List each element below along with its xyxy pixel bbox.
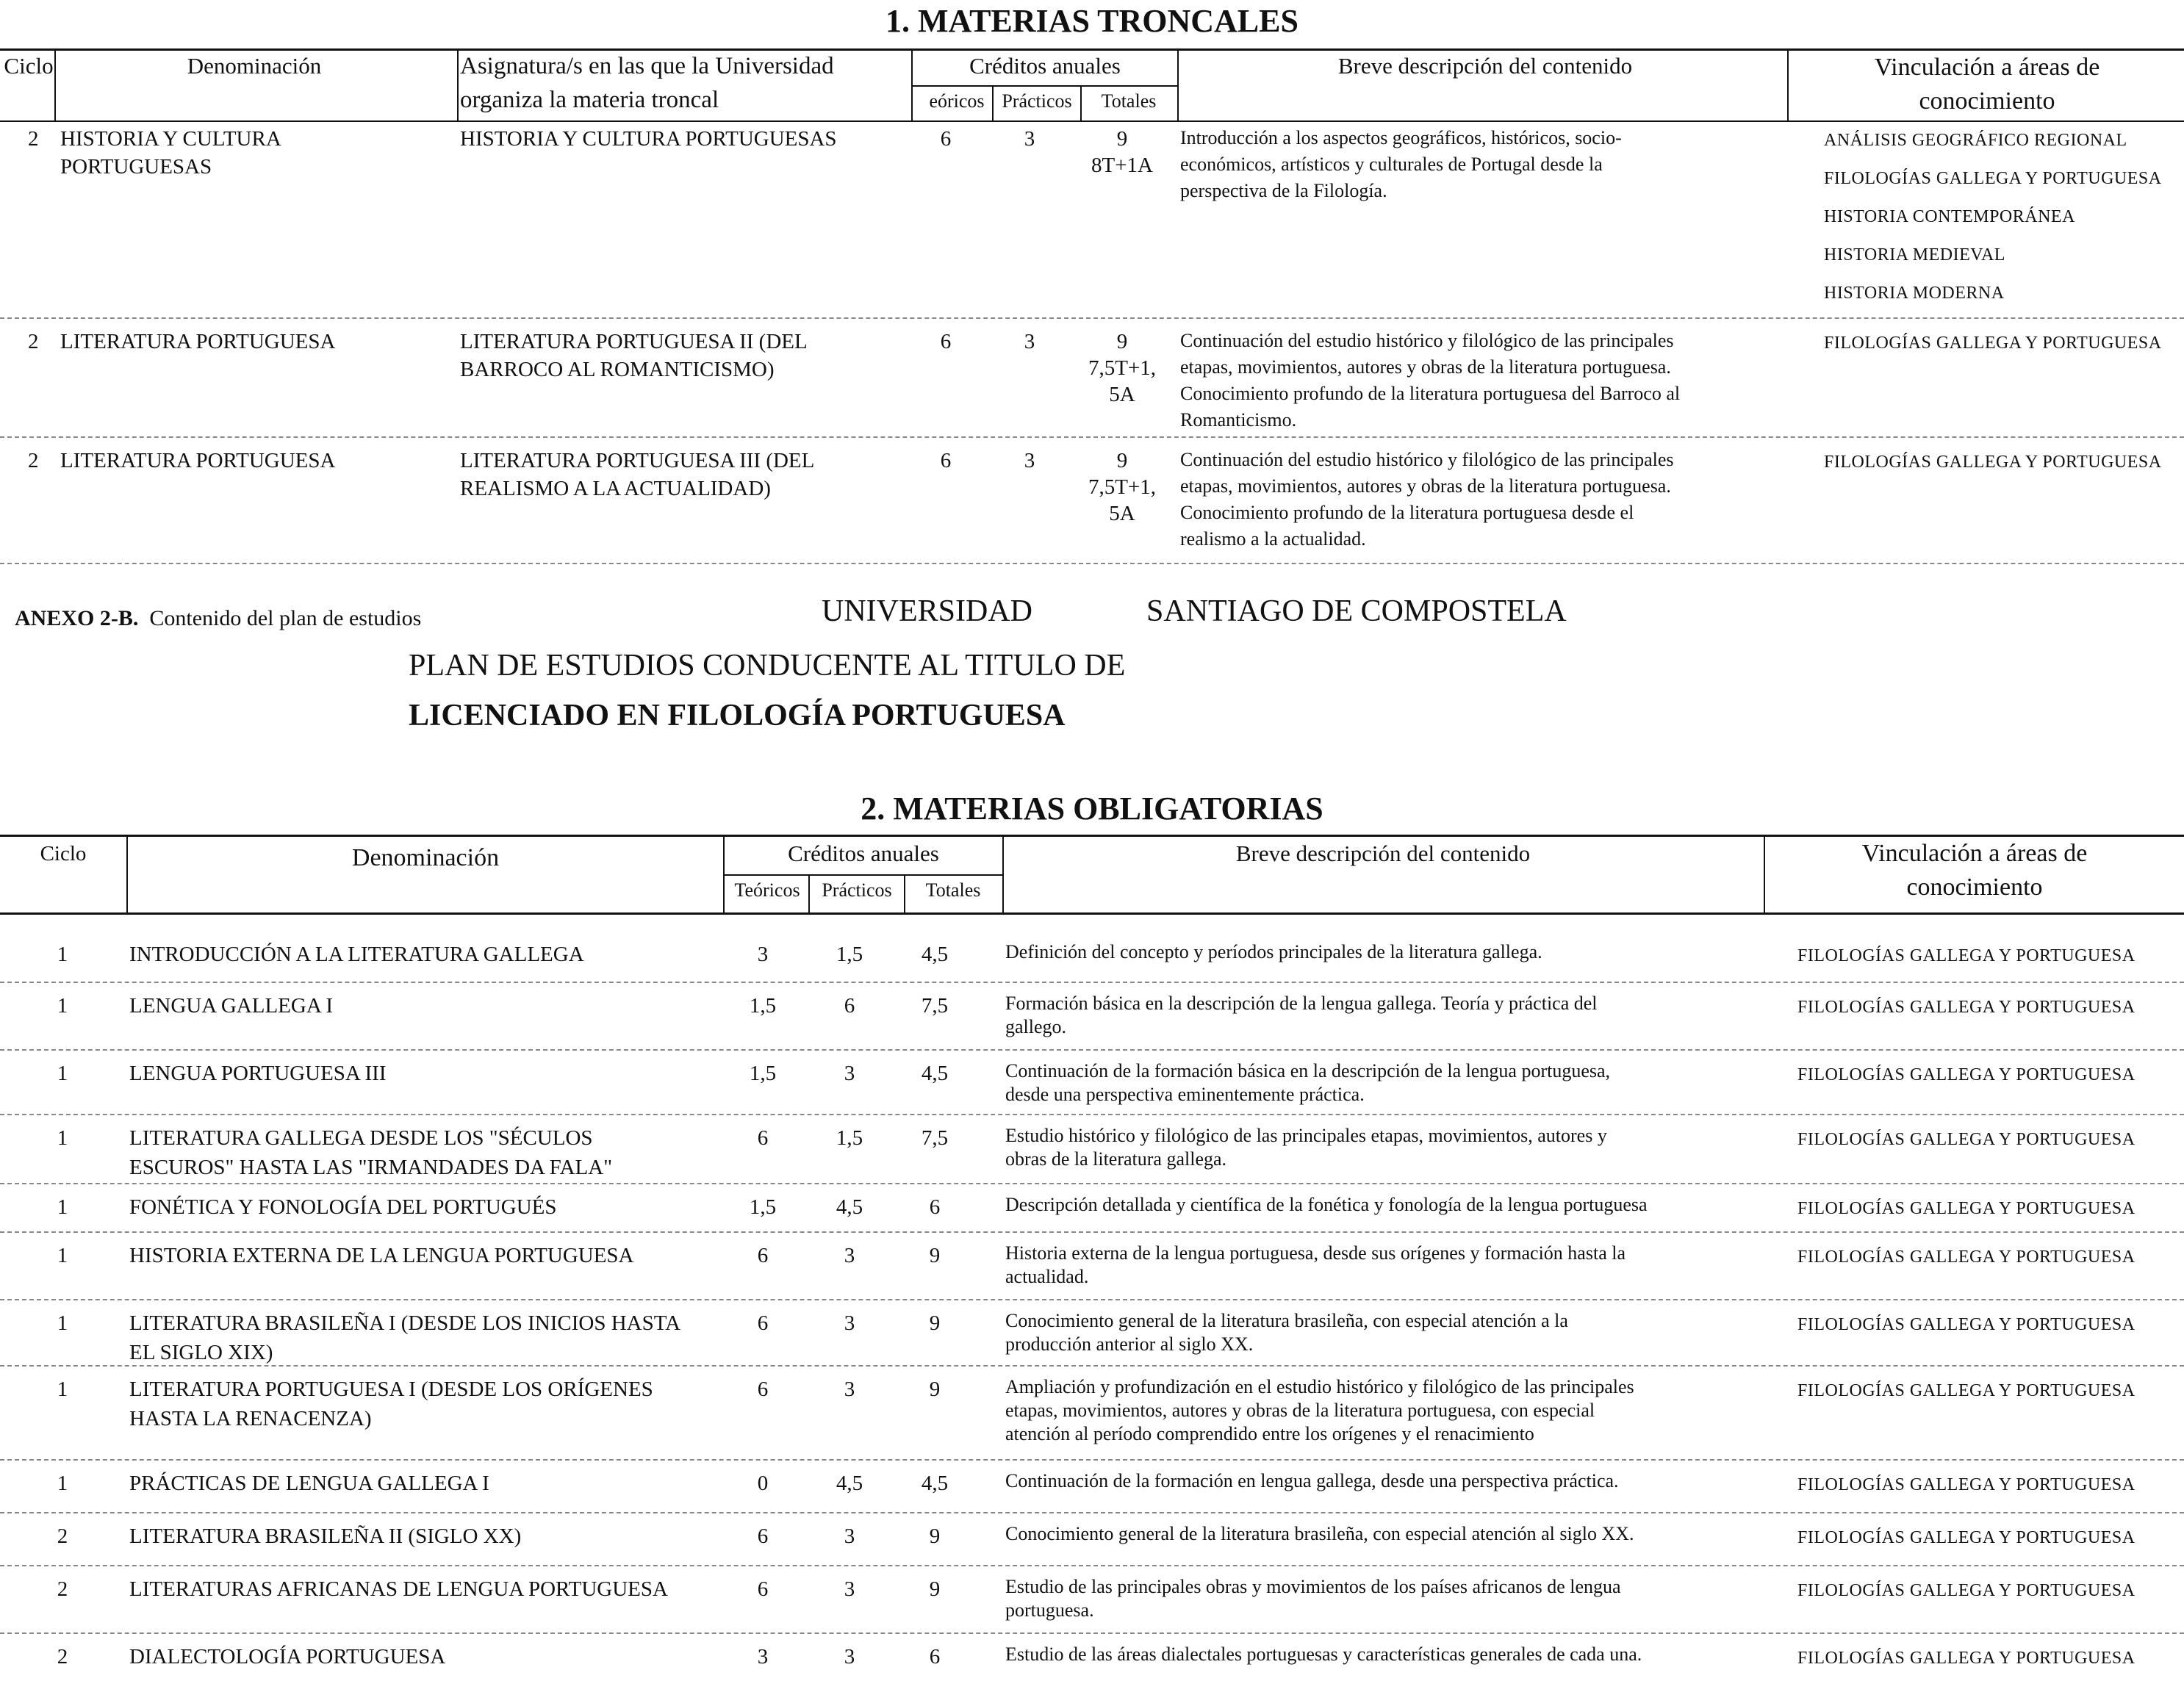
header-totales: Totales [1101, 90, 1157, 112]
row-totales: 5A [1109, 502, 1135, 525]
row-totales: 6 [929, 1195, 941, 1219]
row-teoricos: 6 [940, 127, 952, 151]
header-asignatura-line1: Asignatura/s en las que la Universidad [460, 53, 834, 79]
row-separator [0, 563, 2184, 564]
row-separator [0, 982, 2184, 983]
row-denominacion: INTRODUCCIÓN A LA LITERATURA GALLEGA [129, 943, 584, 966]
row-totales: 7,5T+1, [1088, 356, 1157, 380]
row-descripcion: Ampliación y profundización en el estudio histórico y filológico de las principales [1005, 1376, 1634, 1397]
titulo-text: LICENCIADO EN FILOLOGÍA PORTUGUESA [409, 699, 1066, 732]
header-bottom-rule [0, 120, 2184, 122]
row-totales: 9 [1116, 449, 1128, 472]
row-teoricos: 1,5 [749, 994, 777, 1018]
row-ciclo: 1 [57, 1244, 68, 1267]
header-creditos: Créditos anuales [788, 840, 939, 866]
row-practicos: 6 [844, 994, 855, 1018]
row-denominacion: LITERATURA PORTUGUESA I (DESDE LOS ORÍGENES [129, 1378, 653, 1401]
row-ciclo: 1 [57, 1472, 68, 1495]
row-descripcion: económicos, artísticos y culturales de Portugal desde la [1180, 154, 1603, 175]
row-totales: 9 [1116, 127, 1128, 151]
row-descripcion: Conocimiento profundo de la literatura portuguesa del Barroco al [1180, 383, 1681, 404]
row-descripcion: etapas, movimientos, autores y obras de la literatura portuguesa. [1180, 475, 1671, 497]
header-ciclo: Ciclo [40, 842, 87, 865]
header-teoricos: eóricos [929, 90, 985, 112]
header-vinculacion-line1: Vinculación a áreas de [1861, 840, 2088, 867]
row-practicos: 3 [844, 1524, 855, 1548]
header-divider [992, 87, 994, 120]
row-separator [0, 1183, 2184, 1184]
row-ciclo: 1 [57, 1126, 68, 1150]
row-area: ANÁLISIS GEOGRÁFICO REGIONAL [1824, 131, 2127, 150]
row-ciclo: 1 [57, 994, 68, 1018]
header-credit-split [911, 85, 1179, 87]
header-totales: Totales [925, 879, 981, 901]
row-area: FILOLOGÍAS GALLEGA Y PORTUGUESA [1797, 1581, 2135, 1600]
row-separator [0, 1565, 2184, 1566]
row-ciclo: 2 [28, 127, 39, 151]
row-area: FILOLOGÍAS GALLEGA Y PORTUGUESA [1797, 1065, 2135, 1084]
header-asignatura-line2: organiza la materia troncal [460, 87, 719, 113]
row-teoricos: 1,5 [749, 1062, 777, 1085]
row-descripcion: Romanticismo. [1180, 409, 1297, 431]
row-totales: 4,5 [921, 1472, 949, 1495]
row-teoricos: 3 [757, 1645, 769, 1668]
row-descripcion: Conocimiento profundo de la literatura portuguesa desde el [1180, 502, 1634, 523]
row-denominacion: HASTA LA RENACENZA) [129, 1407, 372, 1430]
row-totales: 7,5 [921, 1126, 949, 1150]
row-separator [0, 1459, 2184, 1461]
row-descripcion: Continuación del estudio histórico y filológico de las principales [1180, 330, 1674, 351]
row-practicos: 4,5 [836, 1195, 863, 1219]
header-divider [808, 876, 810, 912]
row-denominacion: HISTORIA EXTERNA DE LA LENGUA PORTUGUESA [129, 1244, 634, 1267]
row-descripcion: gallego. [1005, 1016, 1067, 1037]
row-denominacion: LITERATURA BRASILEÑA I (DESDE LOS INICIOS HASTA [129, 1311, 681, 1335]
row-denominacion: LENGUA GALLEGA I [129, 994, 334, 1018]
header-divider [904, 876, 905, 912]
row-ciclo: 2 [57, 1645, 68, 1668]
row-separator [0, 1114, 2184, 1115]
header-divider [1764, 836, 1765, 914]
row-teoricos: 0 [757, 1472, 769, 1495]
row-area: FILOLOGÍAS GALLEGA Y PORTUGUESA [1797, 1528, 2135, 1547]
row-totales: 9 [929, 1524, 941, 1548]
row-descripcion: perspectiva de la Filología. [1180, 180, 1387, 201]
row-practicos: 3 [844, 1244, 855, 1267]
row-denominacion: EL SIGLO XIX) [129, 1341, 273, 1364]
row-teoricos: 6 [757, 1311, 769, 1335]
row-denominacion: FONÉTICA Y FONOLOGÍA DEL PORTUGUÉS [129, 1195, 557, 1219]
row-descripcion: obras de la literatura gallega. [1005, 1148, 1227, 1170]
header-vinculacion-line2: conocimiento [1919, 87, 2055, 115]
header-descripcion: Breve descripción del contenido [1337, 53, 1633, 79]
row-descripcion: Historia externa de la lengua portuguesa, desde sus orígenes y formación hasta la [1005, 1242, 1626, 1264]
row-asignatura: LITERATURA PORTUGUESA II (DEL [460, 330, 808, 353]
row-practicos: 3 [1024, 330, 1035, 353]
row-area: HISTORIA MODERNA [1824, 284, 2005, 303]
row-asignatura: REALISMO A LA ACTUALIDAD) [460, 477, 771, 500]
row-descripcion: actualidad. [1005, 1266, 1089, 1287]
row-descripcion: Estudio de las áreas dialectales portuguesas y características generales de cada una. [1005, 1644, 1642, 1665]
row-separator [0, 317, 2184, 319]
anexo-text: Contenido del plan de estudios [149, 606, 422, 630]
row-ciclo: 2 [57, 1577, 68, 1601]
row-denominacion: DIALECTOLOGÍA PORTUGUESA [129, 1645, 446, 1668]
row-totales: 8T+1A [1091, 154, 1153, 177]
row-descripcion: Estudio histórico y filológico de las principales etapas, movimientos, autores y [1005, 1125, 1607, 1146]
row-practicos: 1,5 [836, 943, 863, 966]
obligatorias-top-rule [0, 835, 2184, 837]
row-ciclo: 1 [57, 1378, 68, 1401]
row-area: FILOLOGÍAS GALLEGA Y PORTUGUESA [1797, 1649, 2135, 1668]
row-teoricos: 6 [940, 449, 952, 472]
row-area: FILOLOGÍAS GALLEGA Y PORTUGUESA [1797, 1381, 2135, 1400]
header-practicos: Prácticos [822, 879, 892, 901]
row-area: FILOLOGÍAS GALLEGA Y PORTUGUESA [1797, 946, 2135, 965]
row-area: FILOLOGÍAS GALLEGA Y PORTUGUESA [1824, 453, 2162, 472]
row-asignatura: HISTORIA Y CULTURA PORTUGUESAS [460, 127, 837, 151]
row-teoricos: 3 [757, 943, 769, 966]
row-practicos: 3 [844, 1378, 855, 1401]
row-area: FILOLOGÍAS GALLEGA Y PORTUGUESA [1797, 1315, 2135, 1334]
header-practicos: Prácticos [1002, 90, 1072, 112]
row-denominacion: LITERATURA BRASILEÑA II (SIGLO XX) [129, 1524, 522, 1548]
row-denominacion: PORTUGUESAS [60, 155, 212, 179]
row-area: FILOLOGÍAS GALLEGA Y PORTUGUESA [1797, 1248, 2135, 1267]
row-area: FILOLOGÍAS GALLEGA Y PORTUGUESA [1797, 1199, 2135, 1218]
row-area: FILOLOGÍAS GALLEGA Y PORTUGUESA [1824, 334, 2162, 353]
row-totales: 9 [929, 1244, 941, 1267]
row-denominacion: PRÁCTICAS DE LENGUA GALLEGA I [129, 1472, 489, 1495]
row-ciclo: 1 [57, 1195, 68, 1219]
row-ciclo: 1 [57, 943, 68, 966]
row-descripcion: desde una perspectiva eminentemente práctica. [1005, 1084, 1365, 1105]
row-descripcion: etapas, movimientos, autores y obras de la literatura portuguesa. [1180, 356, 1671, 378]
row-descripcion: portuguesa. [1005, 1599, 1094, 1621]
row-descripcion: Definición del concepto y períodos principales de la literatura gallega. [1005, 941, 1542, 962]
header-teoricos: Teóricos [734, 879, 800, 901]
header-creditos: Créditos anuales [969, 53, 1121, 79]
row-practicos: 3 [844, 1577, 855, 1601]
row-separator [0, 1231, 2184, 1233]
row-area: FILOLOGÍAS GALLEGA Y PORTUGUESA [1797, 998, 2135, 1017]
row-separator [0, 436, 2184, 438]
universidad-label: UNIVERSIDAD [822, 594, 1032, 628]
row-teoricos: 6 [757, 1378, 769, 1401]
row-practicos: 4,5 [836, 1472, 863, 1495]
row-denominacion: LITERATURAS AFRICANAS DE LENGUA PORTUGUESA [129, 1577, 668, 1601]
row-ciclo: 2 [28, 449, 39, 472]
plan-text: PLAN DE ESTUDIOS CONDUCENTE AL TITULO DE [409, 649, 1126, 683]
header-descripcion: Breve descripción del contenido [1235, 840, 1531, 866]
row-ciclo: 1 [57, 1062, 68, 1085]
header-denominacion: Denominación [351, 844, 500, 871]
row-practicos: 3 [844, 1645, 855, 1668]
row-separator [0, 1512, 2184, 1513]
row-descripcion: atención al período comprendido entre los orígenes y el renacimiento [1005, 1423, 1534, 1444]
row-totales: 6 [929, 1645, 941, 1668]
row-separator [0, 1632, 2184, 1634]
row-area: HISTORIA CONTEMPORÁNEA [1824, 207, 2075, 226]
row-separator [0, 1049, 2184, 1051]
header-divider [1787, 50, 1789, 122]
row-separator [0, 1299, 2184, 1300]
troncales-title: 1. MATERIAS TRONCALES [886, 3, 1298, 39]
row-denominacion: LITERATURA GALLEGA DESDE LOS "SÉCULOS [129, 1126, 593, 1150]
row-denominacion: ESCUROS" HASTA LAS "IRMANDADES DA FALA" [129, 1156, 613, 1179]
row-teoricos: 1,5 [749, 1195, 777, 1219]
anexo-line [15, 604, 421, 633]
row-asignatura: BARROCO AL ROMANTICISMO) [460, 358, 775, 381]
row-descripcion: realismo a la actualidad. [1180, 528, 1366, 550]
row-asignatura: LITERATURA PORTUGUESA III (DEL [460, 449, 815, 472]
row-practicos: 3 [1024, 449, 1035, 472]
row-area: FILOLOGÍAS GALLEGA Y PORTUGUESA [1824, 169, 2162, 188]
header-divider [54, 50, 56, 122]
obligatorias-title: 2. MATERIAS OBLIGATORIAS [861, 791, 1323, 827]
row-ciclo: 2 [28, 330, 39, 353]
row-descripcion: producción anterior al siglo XX. [1005, 1333, 1254, 1355]
row-teoricos: 6 [940, 330, 952, 353]
header-vinculacion-line2: conocimiento [1906, 874, 2043, 901]
row-descripcion: etapas, movimientos, autores y obras de la literatura portuguesa, con especial [1005, 1400, 1595, 1421]
row-descripcion: Conocimiento general de la literatura brasileña, con especial atención al siglo XX. [1005, 1523, 1634, 1544]
row-descripcion: Formación básica en la descripción de la lengua gallega. Teoría y práctica del [1005, 993, 1598, 1014]
row-totales: 5A [1109, 383, 1135, 406]
row-totales: 9 [1116, 330, 1128, 353]
row-practicos: 3 [844, 1311, 855, 1335]
row-ciclo: 2 [57, 1524, 68, 1548]
row-descripcion: Descripción detallada y científica de la fonética y fonología de la lengua portuguesa [1005, 1194, 1648, 1215]
anexo-label: ANEXO 2-B. [15, 606, 139, 630]
row-area: HISTORIA MEDIEVAL [1824, 245, 2005, 264]
row-teoricos: 6 [757, 1244, 769, 1267]
row-practicos: 3 [844, 1062, 855, 1085]
row-separator [0, 1365, 2184, 1367]
row-totales: 9 [929, 1378, 941, 1401]
row-practicos: 3 [1024, 127, 1035, 151]
row-teoricos: 6 [757, 1577, 769, 1601]
header-divider [457, 50, 459, 122]
row-denominacion: LENGUA PORTUGUESA III [129, 1062, 387, 1085]
header-bottom-rule [0, 912, 2184, 915]
row-area: FILOLOGÍAS GALLEGA Y PORTUGUESA [1797, 1130, 2135, 1149]
row-teoricos: 6 [757, 1126, 769, 1150]
row-totales: 9 [929, 1311, 941, 1335]
header-vinculacion-line1: Vinculación a áreas de [1874, 54, 2100, 81]
row-ciclo: 1 [57, 1311, 68, 1335]
row-denominacion: HISTORIA Y CULTURA [60, 127, 281, 151]
row-descripcion: Continuación de la formación en lengua gallega, desde una perspectiva práctica. [1005, 1470, 1619, 1491]
row-totales: 4,5 [921, 943, 949, 966]
row-area: FILOLOGÍAS GALLEGA Y PORTUGUESA [1797, 1475, 2135, 1494]
header-denominacion: Denominación [187, 53, 322, 79]
row-descripcion: Introducción a los aspectos geográficos, históricos, socio- [1180, 127, 1622, 148]
row-descripcion: Continuación de la formación básica en la descripción de la lengua portuguesa, [1005, 1060, 1611, 1081]
row-descripcion: Conocimiento general de la literatura brasileña, con especial atención a la [1005, 1310, 1568, 1331]
row-teoricos: 6 [757, 1524, 769, 1548]
header-ciclo: Ciclo [4, 53, 54, 79]
row-totales: 7,5T+1, [1088, 475, 1157, 499]
row-totales: 4,5 [921, 1062, 949, 1085]
header-credit-split [723, 874, 1004, 876]
row-totales: 7,5 [921, 994, 949, 1018]
header-divider [1080, 87, 1082, 120]
universidad-nombre: SANTIAGO DE COMPOSTELA [1146, 594, 1567, 628]
row-practicos: 1,5 [836, 1126, 863, 1150]
row-denominacion: LITERATURA PORTUGUESA [60, 330, 336, 353]
header-divider [126, 836, 128, 914]
row-totales: 9 [929, 1577, 941, 1601]
row-descripcion: Estudio de las principales obras y movimientos de los países africanos de lengua [1005, 1576, 1621, 1597]
row-denominacion: LITERATURA PORTUGUESA [60, 449, 336, 472]
row-descripcion: Continuación del estudio histórico y filológico de las principales [1180, 449, 1674, 470]
